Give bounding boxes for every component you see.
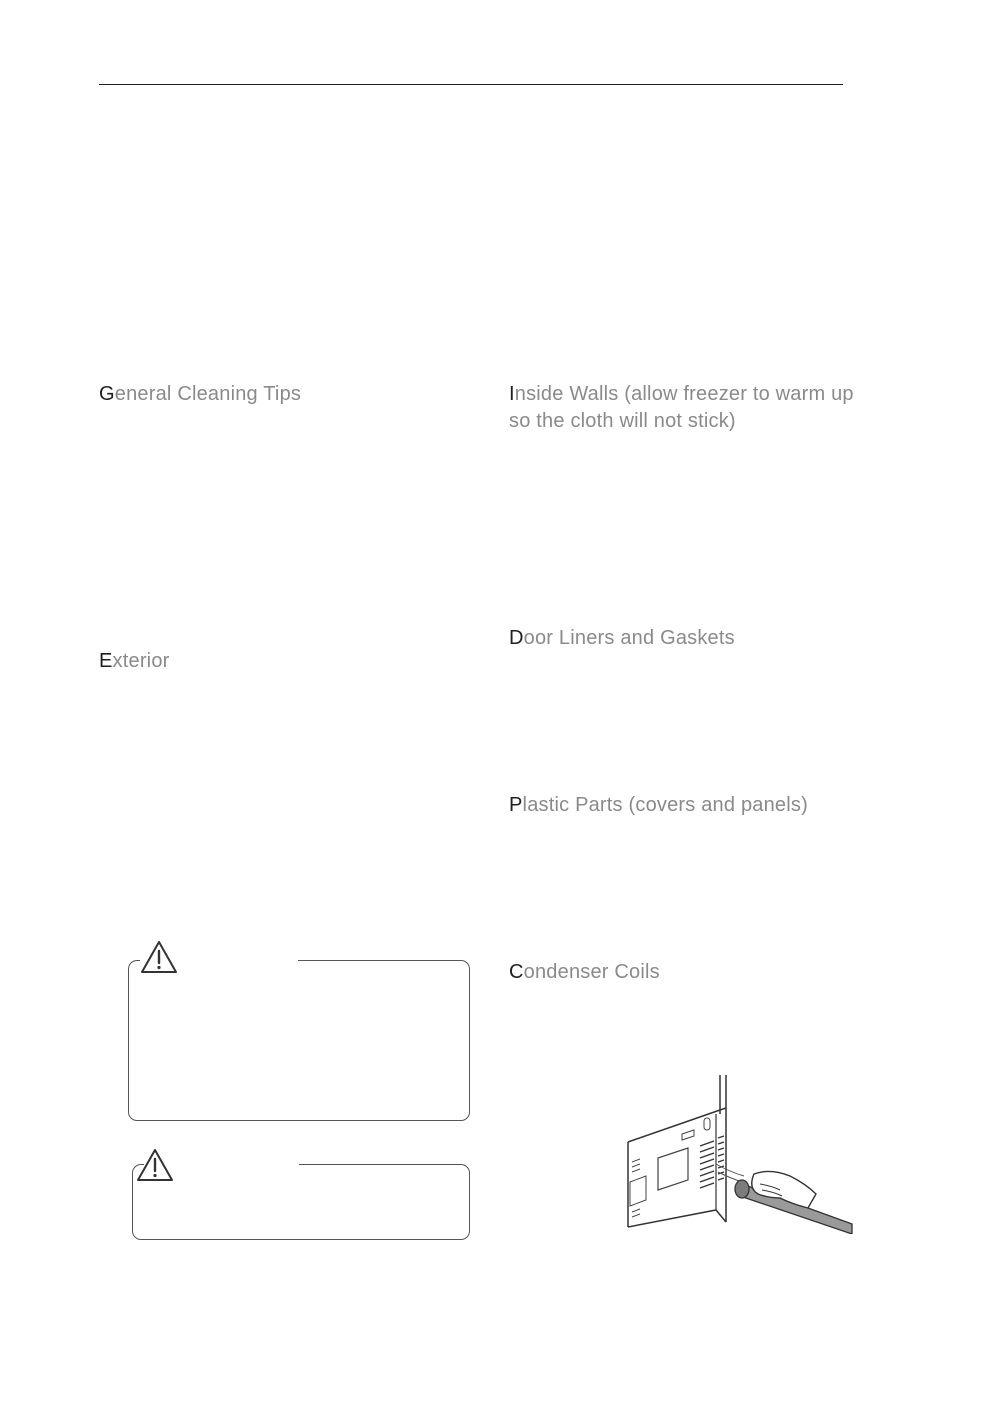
caution-callout-box xyxy=(132,1164,470,1240)
heading-text: xterior xyxy=(112,650,170,672)
heading-initial: G xyxy=(99,383,115,405)
warning-callout-box xyxy=(128,960,470,1121)
header-rule xyxy=(99,84,843,85)
heading-text: nside Walls (allow freezer to warm up so the cloth will not stick) xyxy=(509,383,854,432)
heading-initial: E xyxy=(99,650,113,672)
warning-triangle-icon xyxy=(136,1148,174,1182)
heading-exterior xyxy=(99,648,459,675)
heading-text: oor Liners and Gaskets xyxy=(523,627,735,649)
heading-text: eneral Cleaning Tips xyxy=(114,383,302,405)
heading-text: ondenser Coils xyxy=(523,961,660,983)
heading-initial: P xyxy=(509,794,523,816)
heading-initial: I xyxy=(509,383,515,405)
vacuum-condenser-coils-illustration xyxy=(620,1072,855,1234)
heading-text: lastic Parts (covers and panels) xyxy=(522,794,808,816)
heading-condenser-coils xyxy=(509,959,869,986)
heading-initial: C xyxy=(509,961,524,983)
heading-inside-walls xyxy=(509,381,869,435)
heading-general-cleaning-tips xyxy=(99,381,459,408)
heading-initial: D xyxy=(509,627,524,649)
warning-triangle-icon xyxy=(140,940,178,974)
heading-plastic-parts xyxy=(509,792,869,819)
heading-door-liners-and-gaskets xyxy=(509,625,869,652)
